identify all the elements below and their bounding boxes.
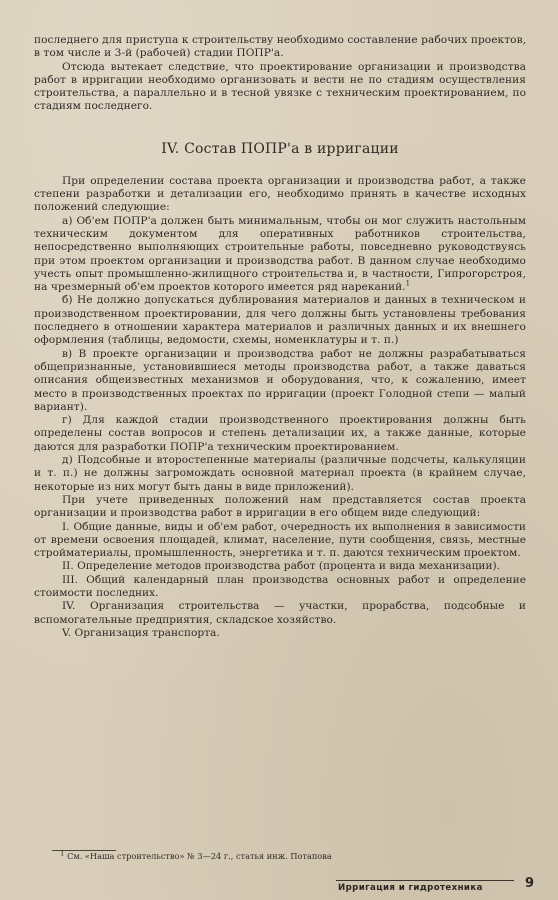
list-item-5: V. Организация транспорта.	[62, 626, 220, 639]
running-title: Ирригация и гидротехника	[338, 883, 483, 893]
list-item-1: I. Общие данные, виды и об'ем работ, очередность их выполнения в зависимости от времени освоения площадей, климат, население, пути сообщения, связь, местные стройматериалы, промышленность, энергетика и т. п. даются техническим проектом.	[34, 520, 526, 560]
list-item-4: IV. Организация строительства — участки, прорабства, подсобные и вспомогательные предприятия, складское хозяйство.	[34, 600, 526, 626]
footer-rule	[336, 880, 514, 881]
clause-b: б) Не должно допускаться дублирования материалов и данных в техническом и производственном проектировании, для чего должны быть установлены требования последнего в отношении характера материалов и различных данных и их внешнего оформления (таблицы, ведомости, схемы, номенклатуры и т. п.)	[34, 294, 526, 347]
clause-v: в) В проекте организации и производства работ не должны разрабатываться общепризнанные, установившиеся методы производства работ, а также даваться описания общеизвестных механизмов и оборудования, что, к сожалению, имеет место в производственных проектах по ирригации (проект Голодной степи — малый вариант).	[34, 347, 526, 413]
section-paragraph-1: При определении состава проекта организации и производства работ, а также степени разработки и детализации его, необходимо принять в качестве исходных положений следующие:	[34, 174, 526, 214]
clause-d: д) Подсобные и второстепенные материалы (различные подсчеты, калькуляции и т. п.) не должны загромождать основной материал проекта (в крайнем случае, некоторые из них могут быть даны в виде приложений).	[34, 454, 526, 493]
intro-paragraph-2: Отсюда вытекает следствие, что проектирование организации и производства работ в ирригации необходимо организовать и вести не по стадиям осуществления строительства, а параллельно и в тесной увязке с техническим проектированием, по стадиям последнего.	[34, 60, 526, 113]
clause-a	[34, 215, 526, 295]
list-item-2: II. Определение методов производства работ (процента и вида механизации).	[62, 560, 501, 573]
footnote	[60, 851, 520, 861]
section-paragraph-2: При учете приведенных положений нам представляется состав проекта организации и производства работ в ирригации в его общем виде следующий:	[34, 493, 526, 520]
clause-a-text: а) Об'ем ПОПР'а должен быть минимальным, чтобы он мог служить настольным техническим документом для оперативных работников строительства, непосредственно выполняющих строительные работы, повседневно руководствуясь при этом проектом организации и производства работ. В данном случае необходимо учесть опыт промышленно-жилищного строительства и, в частности, Гипрогорстроя, на чрезмерный об'ем проектов которого имеется ряд нареканий.	[34, 214, 526, 294]
footnote-text: См. «Наша строительство» № 3—24 г., статья инж. Потапова	[67, 851, 332, 861]
section-heading: IV. Состав ПОПР'а в ирригации	[161, 140, 399, 157]
footnote-mark: 1	[60, 849, 65, 858]
list-item-3: III. Общий календарный план производства основных работ и определение стоимости последних.	[34, 573, 526, 599]
page-number: 9	[525, 876, 535, 891]
clause-g: г) Для каждой стадии производственного проектирования должны быть определены состав вопросов и степень детализации их, а также данные, которые даются для разработки ПОПР'а техническим проектированием.	[34, 414, 526, 453]
intro-paragraph-1: последнего для приступа к строительству необходимо составление рабочих проектов, в том числе и 3-й (рабочей) стадии ПОПР'а.	[34, 34, 526, 60]
footnote-ref: 1	[405, 279, 411, 288]
